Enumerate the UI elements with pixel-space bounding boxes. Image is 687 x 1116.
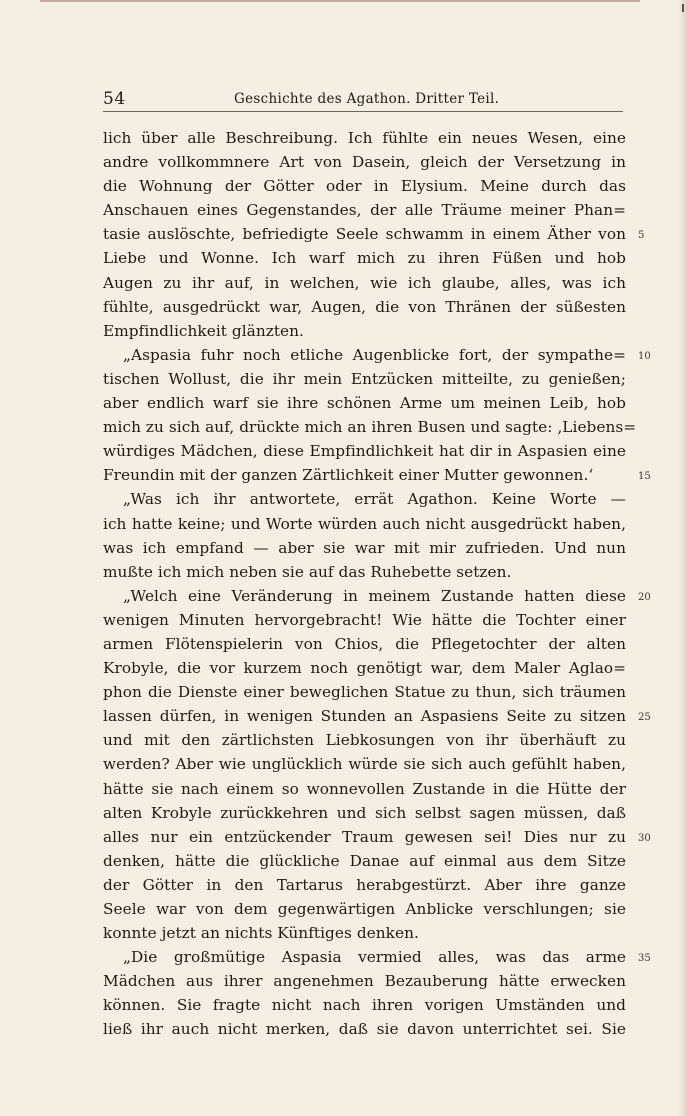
text-line: ich hatte keine; und Worte würden auch nicht ausgedrückt haben, — [103, 514, 626, 533]
page-right-edge — [677, 0, 687, 1116]
text-line: die Wohnung der Götter oder in Elysium. Meine durch das — [103, 177, 626, 196]
text-line: alles nur ein entzückender Traum gewesen sei! Dies nur zu — [103, 827, 626, 846]
margin-line-number: 35 — [638, 953, 651, 965]
text-line: was ich empfand — aber sie war mit mir zufrieden. Und nun — [103, 538, 626, 557]
text-line: Liebe und Wonne. Ich warf mich zu ihren Füßen und hob — [103, 249, 626, 268]
text-line: konnte jetzt an nichts Künftiges denken. — [103, 924, 419, 943]
text-line: wenigen Minuten hervorgebracht! Wie hätte die Tochter einer — [103, 610, 626, 629]
text-line: Anschauen eines Gegenstandes, der alle Träume meiner Phan= — [103, 201, 626, 220]
margin-line-number: 25 — [638, 712, 651, 724]
top-edge-line — [40, 0, 640, 2]
page-header — [103, 89, 623, 111]
text-line: Augen zu ihr auf, in welchen, wie ich glaube, alles, was ich — [103, 273, 626, 292]
text-line: „Aspasia fuhr noch etliche Augenblicke fort, der sympathe= — [123, 345, 626, 364]
text-line: Empfindlichkeit glänzten. — [103, 321, 304, 340]
text-line: alten Krobyle zurückkehren und sich selbst sagen müssen, daß — [103, 803, 626, 822]
text-line: tasie auslöschte, befriedigte Seele schwamm in einem Äther von — [103, 225, 626, 244]
text-line: Krobyle, die vor kurzem noch genötigt war, dem Maler Aglao= — [103, 659, 626, 678]
text-line: lassen dürfen, in wenigen Stunden an Aspasiens Seite zu sitzen — [103, 707, 626, 726]
text-line: aber endlich warf sie ihre schönen Arme um meinen Leib, hob — [103, 394, 626, 413]
text-line: der Götter in den Tartarus herabgestürzt. Aber ihre ganze — [103, 875, 626, 894]
text-line: „Was ich ihr antwortete, errät Agathon. Keine Worte — — [123, 490, 626, 509]
text-line: denken, hätte die glückliche Danae auf einmal aus dem Sitze — [103, 851, 626, 870]
text-line: würdiges Mädchen, diese Empfindlichkeit hat dir in Aspasien eine — [103, 442, 626, 461]
text-line: werden? Aber wie unglücklich würde sie sich auch gefühlt haben, — [103, 755, 626, 774]
margin-line-number: 20 — [638, 591, 651, 603]
text-line: mußte ich mich neben sie auf das Ruhebette setzen. — [103, 562, 512, 581]
text-line: Mädchen aus ihrer angenehmen Bezauberung hätte erwecken — [103, 972, 626, 991]
text-line: fühlte, ausgedrückt war, Augen, die von Thränen der süßesten — [103, 297, 626, 316]
header-rule — [103, 111, 623, 112]
text-line: „Welch eine Veränderung in meinem Zustande hatten diese — [123, 586, 626, 605]
margin-line-number: 15 — [638, 471, 651, 483]
text-line: andre vollkommnere Art von Dasein, gleich der Versetzung in — [103, 153, 626, 172]
edge-mark — [682, 4, 684, 12]
text-line: mich zu sich auf, drückte mich an ihren Busen und sagte: ‚Liebens= — [103, 418, 637, 437]
margin-line-number: 5 — [638, 230, 645, 242]
text-line: und mit den zärtlichsten Liebkosungen von ihr überhäuft zu — [103, 731, 626, 750]
body-text — [103, 126, 637, 1042]
text-line: Seele war von dem gegenwärtigen Anblicke verschlungen; sie — [103, 900, 626, 918]
text-line: Freundin mit der ganzen Zärtlichkeit einer Mutter gewonnen.‘ — [103, 466, 594, 485]
text-line: phon die Dienste einer beweglichen Statue zu thun, sich träumen — [103, 683, 626, 702]
margin-line-number: 30 — [638, 832, 651, 844]
text-line: hätte sie nach einem so wonnevollen Zustande in die Hütte der — [103, 779, 626, 798]
running-head: Geschichte des Agathon. Dritter Teil. — [234, 91, 500, 107]
page-number: 54 — [103, 89, 126, 109]
text-line: „Die großmütige Aspasia vermied alles, was das arme — [123, 948, 626, 967]
text-line: ließ ihr auch nicht merken, daß sie davon unterrichtet sei. Sie — [103, 1020, 626, 1039]
margin-line-number: 10 — [638, 350, 651, 362]
text-line: tischen Wollust, die ihr mein Entzücken mitteilte, zu genießen; — [103, 369, 626, 388]
text-line: können. Sie fragte nicht nach ihren vorigen Umständen und — [103, 996, 626, 1015]
text-line: lich über alle Beschreibung. Ich fühlte ein neues Wesen, eine — [103, 129, 626, 147]
text-line: armen Flötenspielerin von Chios, die Pflegetochter der alten — [103, 634, 626, 653]
